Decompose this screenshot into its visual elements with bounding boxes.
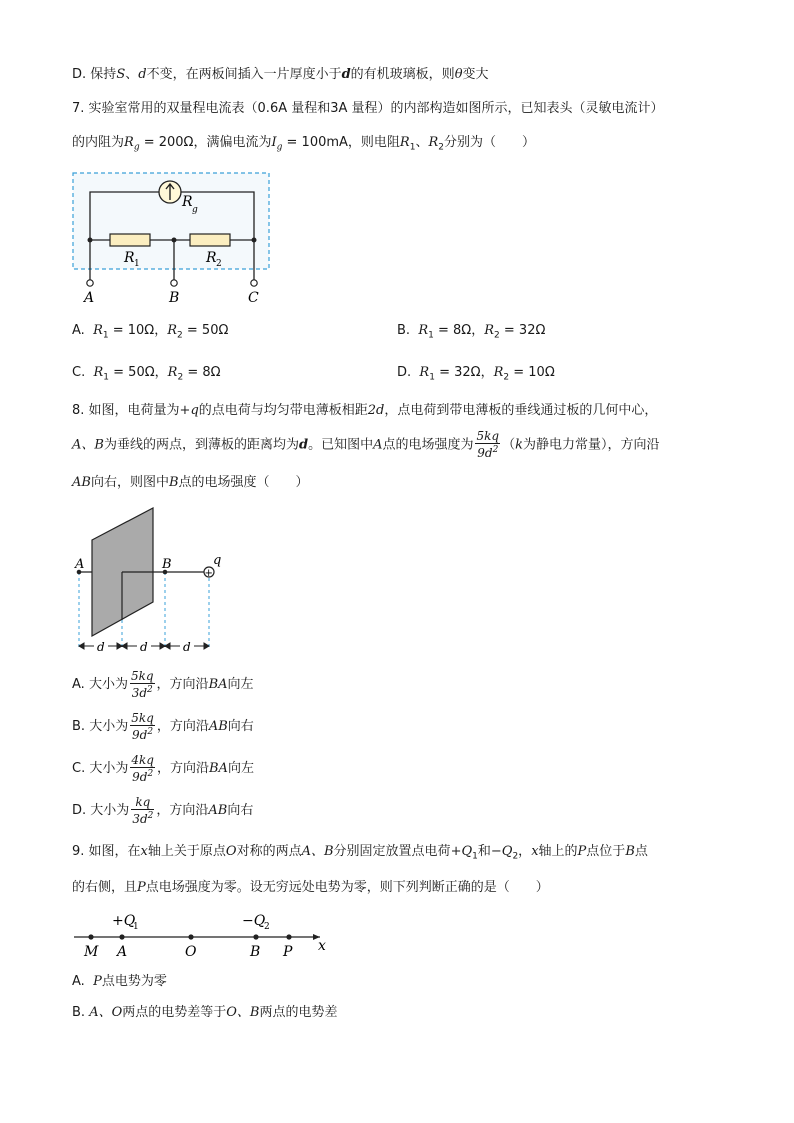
q7-option-a[interactable]: A. $R_1 = 10\Omega$，$R_2 = 50\Omega$ <box>72 323 229 341</box>
q9-stem-line1: 9. 如图，在x轴上关于原点O对称的两点A、B分别固定放置点电荷$+Q_1$和$-Q_2$，x轴上的P点位于B点 <box>72 844 648 862</box>
label-rg: R <box>182 194 193 210</box>
resistor-r2 <box>190 234 230 246</box>
label-a: A <box>117 944 128 960</box>
q7-option-d[interactable]: D. $R_1 = 32\Omega$，$R_2 = 10\Omega$ <box>397 365 555 383</box>
label-b: B <box>169 290 180 306</box>
q7-stem-line2: 的内阻为$R_g = 200\Omega$，满偏电流为$I_g = 100mA$，则电阻$R_1$、$R_2$分别为（ ） <box>72 135 536 153</box>
resistor-r1 <box>110 234 150 246</box>
q9-option-a[interactable]: A. P点电势为零 <box>72 974 167 989</box>
label-o: O <box>185 944 197 960</box>
svg-text:d: d <box>97 640 105 654</box>
label-m: M <box>84 944 99 960</box>
label-p: P <box>283 944 293 960</box>
field-fraction: $\frac{5kq}{9d^2}$ <box>476 429 500 460</box>
q7-option-b[interactable]: B. $R_1 = 8\Omega$，$R_2 = 32\Omega$ <box>397 323 546 341</box>
label-q1: +Q <box>112 913 136 929</box>
svg-text:d: d <box>140 640 148 654</box>
q7-option-c[interactable]: C. $R_1 = 50\Omega$，$R_2 = 8\Omega$ <box>72 365 221 383</box>
label-a: A <box>84 290 95 306</box>
label-r2: R <box>206 250 217 266</box>
terminal-b <box>171 280 177 286</box>
label-c: C <box>248 290 259 306</box>
q8-option-d[interactable]: D. 大小为 $\frac{kq}{3d^2}$ ，方向沿AB向右 <box>72 794 254 826</box>
q7-circuit-figure <box>70 170 275 310</box>
svg-text:g: g <box>192 205 198 215</box>
svg-text:1: 1 <box>134 259 140 269</box>
svg-text:2: 2 <box>264 922 270 932</box>
svg-text:d: d <box>183 640 191 654</box>
label-r1: R <box>124 250 135 266</box>
q6-option-d: D. 保持S、d不变，在两板间插入一片厚度小于d的有机玻璃板，则θ变大 <box>72 67 489 82</box>
q9-option-b[interactable]: B. A、O两点的电势差等于O、B两点的电势差 <box>72 1005 338 1020</box>
q8-option-c[interactable]: C. 大小为 $\frac{4kq}{9d^2}$ ，方向沿BA向左 <box>72 752 254 784</box>
q8-plate-figure <box>70 500 230 660</box>
svg-text:+: + <box>204 568 213 579</box>
q8-stem-line2: A、B为垂线的两点，到薄板的距离均为d。已知图中A点的电场强度为 $\frac{5kq}{9d^2}$ （k为静电力常量），方向沿 <box>72 429 660 460</box>
q9-axis-figure <box>70 905 340 965</box>
label-b: B <box>162 557 172 572</box>
terminal-a <box>87 280 93 286</box>
svg-text:1: 1 <box>133 922 139 932</box>
label-b: B <box>250 944 261 960</box>
q8-option-b[interactable]: B. 大小为 $\frac{5kq}{9d^2}$ ，方向沿AB向右 <box>72 710 254 742</box>
terminal-c <box>251 280 257 286</box>
label-q: q <box>213 553 222 568</box>
q8-stem-line3: AB向右，则图中B点的电场强度（ ） <box>72 475 309 490</box>
label-q2: −Q <box>242 913 266 929</box>
label-x: x <box>318 938 326 954</box>
q9-stem-line2: 的右侧，且P点电场强度为零。设无穷远处电势为零，则下列判断正确的是（ ） <box>72 880 549 895</box>
label-a: A <box>75 557 85 572</box>
svg-text:2: 2 <box>216 259 222 269</box>
q8-stem-line1: 8. 如图，电荷量为+q的点电荷与均匀带电薄板相距2d，点电荷到带电薄板的垂线通过板的几何中心， <box>72 403 658 418</box>
q7-stem-line1: 7. 实验室常用的双量程电流表（0.6A 量程和3A 量程）的内部构造如图所示，已知表头（灵敏电流计） <box>72 101 664 116</box>
q8-option-a[interactable]: A. 大小为 $\frac{5kq}{3d^2}$ ，方向沿BA向左 <box>72 668 254 700</box>
